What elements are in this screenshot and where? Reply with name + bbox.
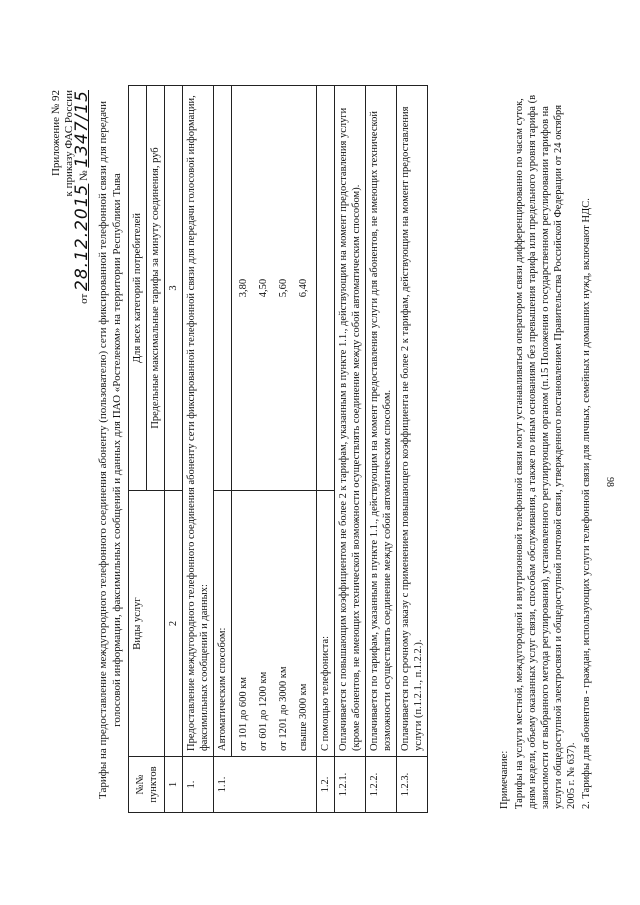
distance-labels xyxy=(232,491,317,757)
row-num: 1. xyxy=(183,757,214,813)
distance-rows xyxy=(232,86,317,813)
table-row xyxy=(397,86,428,813)
notes-heading: Примечание: xyxy=(499,750,510,809)
number-prefix: № xyxy=(78,170,90,181)
header-num: №№ пунктов xyxy=(129,757,165,813)
row-text: Оплачивается по срочному заказу с применением повышающего коэффициента не более 2 к тарифам, действующим на момент предоставления услуги (п.1.2.1., п.1.2.2.). xyxy=(397,86,428,757)
note-2: 2. Тарифы для абонентов - граждан, использующих услуги телефонной связи для личных, семейных и домашних нужд, включают НДС. xyxy=(581,198,592,809)
empty-cell xyxy=(214,86,232,491)
tariff-value: 6,40 xyxy=(298,278,309,298)
row-num: 1.1. xyxy=(214,757,317,813)
header-service: Виды услуг xyxy=(129,491,165,757)
column-index-row xyxy=(165,86,183,813)
table-row xyxy=(183,86,214,813)
header-all-categories: Для всех категорий потребителей xyxy=(129,86,147,491)
table-row xyxy=(366,86,397,813)
row-text: Предоставление междугородного телефонного соединения абоненту сети фиксированной телефонной связи для передачи голосовой информации, факсимильных сообщений и данных: xyxy=(183,86,214,757)
row-text: Автоматическим способом: xyxy=(214,491,232,757)
col-index-3: 3 xyxy=(165,86,183,491)
table-row xyxy=(335,86,366,813)
tariff-value: 4,50 xyxy=(258,278,269,298)
header-max-tariff: Предельные максимальные тарифы за минуту соединения, руб xyxy=(147,86,165,491)
row-num: 1.2.1. xyxy=(335,757,366,813)
row-num: 1.2. xyxy=(317,757,335,813)
empty-cell xyxy=(317,86,335,491)
distance-label: от 601 до 1200 км xyxy=(258,671,269,751)
handwritten-date: 28.12.2015 xyxy=(72,183,92,291)
appendix-number: Приложение № 92 xyxy=(50,90,62,177)
distance-label: свыше 3000 км xyxy=(298,683,309,751)
page-number: 98 xyxy=(604,477,615,487)
appendix-date-line xyxy=(72,90,92,304)
col-index-1: 1 xyxy=(165,757,183,813)
distance-label: от 101 до 600 км xyxy=(238,676,249,751)
row-text: Оплачивается по тарифам, указанным в пункте 1.1., действующим на момент предоставления услуги для абонентов, не имеющих технической возможности осуществлять соединение между собой автоматическим способом. xyxy=(366,86,397,757)
tariff-value: 3,80 xyxy=(238,278,249,298)
appendix-block xyxy=(50,90,91,304)
appendix-order: к приказу ФАС России xyxy=(63,90,75,197)
header-row xyxy=(129,86,147,813)
note-1: Тарифы на услуги местной, междугородной и внутризоновой телефонной связи могут устанавливаться оператором связи дифференцированно по часам суток, дням недели, объему оказанных услуг связи, способам обслуживания, а также по иным основаниям без превышения тарифа или предельного уровня тарифа (в зависимости от выбранного метода регулирования), установленного регулирующим органом (п.15 Положения о государственном регулировании тарифов на услуги общедоступной электросвязи и общедоступной почтовой связи, утвержденного постановлением Правительства Российской Федерации от 24 октября 2005 г. № 637). xyxy=(514,94,577,809)
distance-values xyxy=(232,86,317,491)
row-num: 1.2.3. xyxy=(397,757,428,813)
distance-label: от 1201 до 3000 км xyxy=(278,666,289,751)
notes-block xyxy=(498,85,595,809)
date-prefix: от xyxy=(78,293,90,304)
col-index-2: 2 xyxy=(165,491,183,757)
table-row xyxy=(214,86,232,813)
tariff-table xyxy=(128,85,428,813)
row-text: С помощью телефониста: xyxy=(317,491,335,757)
document-title: Тарифы на предоставление междугородного телефонного соединения абоненту (пользователю) сети фиксированной телефонной связи для передачи голосовой информации, факсимильных сообщений и данных для ПАО «Ростелеком» на территории Республики Тыва xyxy=(97,101,123,799)
table-row xyxy=(317,86,335,813)
tariff-value: 5,60 xyxy=(278,278,289,298)
row-num: 1.2.2. xyxy=(366,757,397,813)
row-text: Оплачивается с повышающим коэффициентом не более 2 к тарифам, указанным в пункте 1.1., действующим на момент предоставления услуги (кроме абонентов, не имеющих технической возможности осуществлять соединение между собой автоматическим способом). xyxy=(335,86,366,757)
handwritten-number: 1347/15 xyxy=(72,90,92,168)
